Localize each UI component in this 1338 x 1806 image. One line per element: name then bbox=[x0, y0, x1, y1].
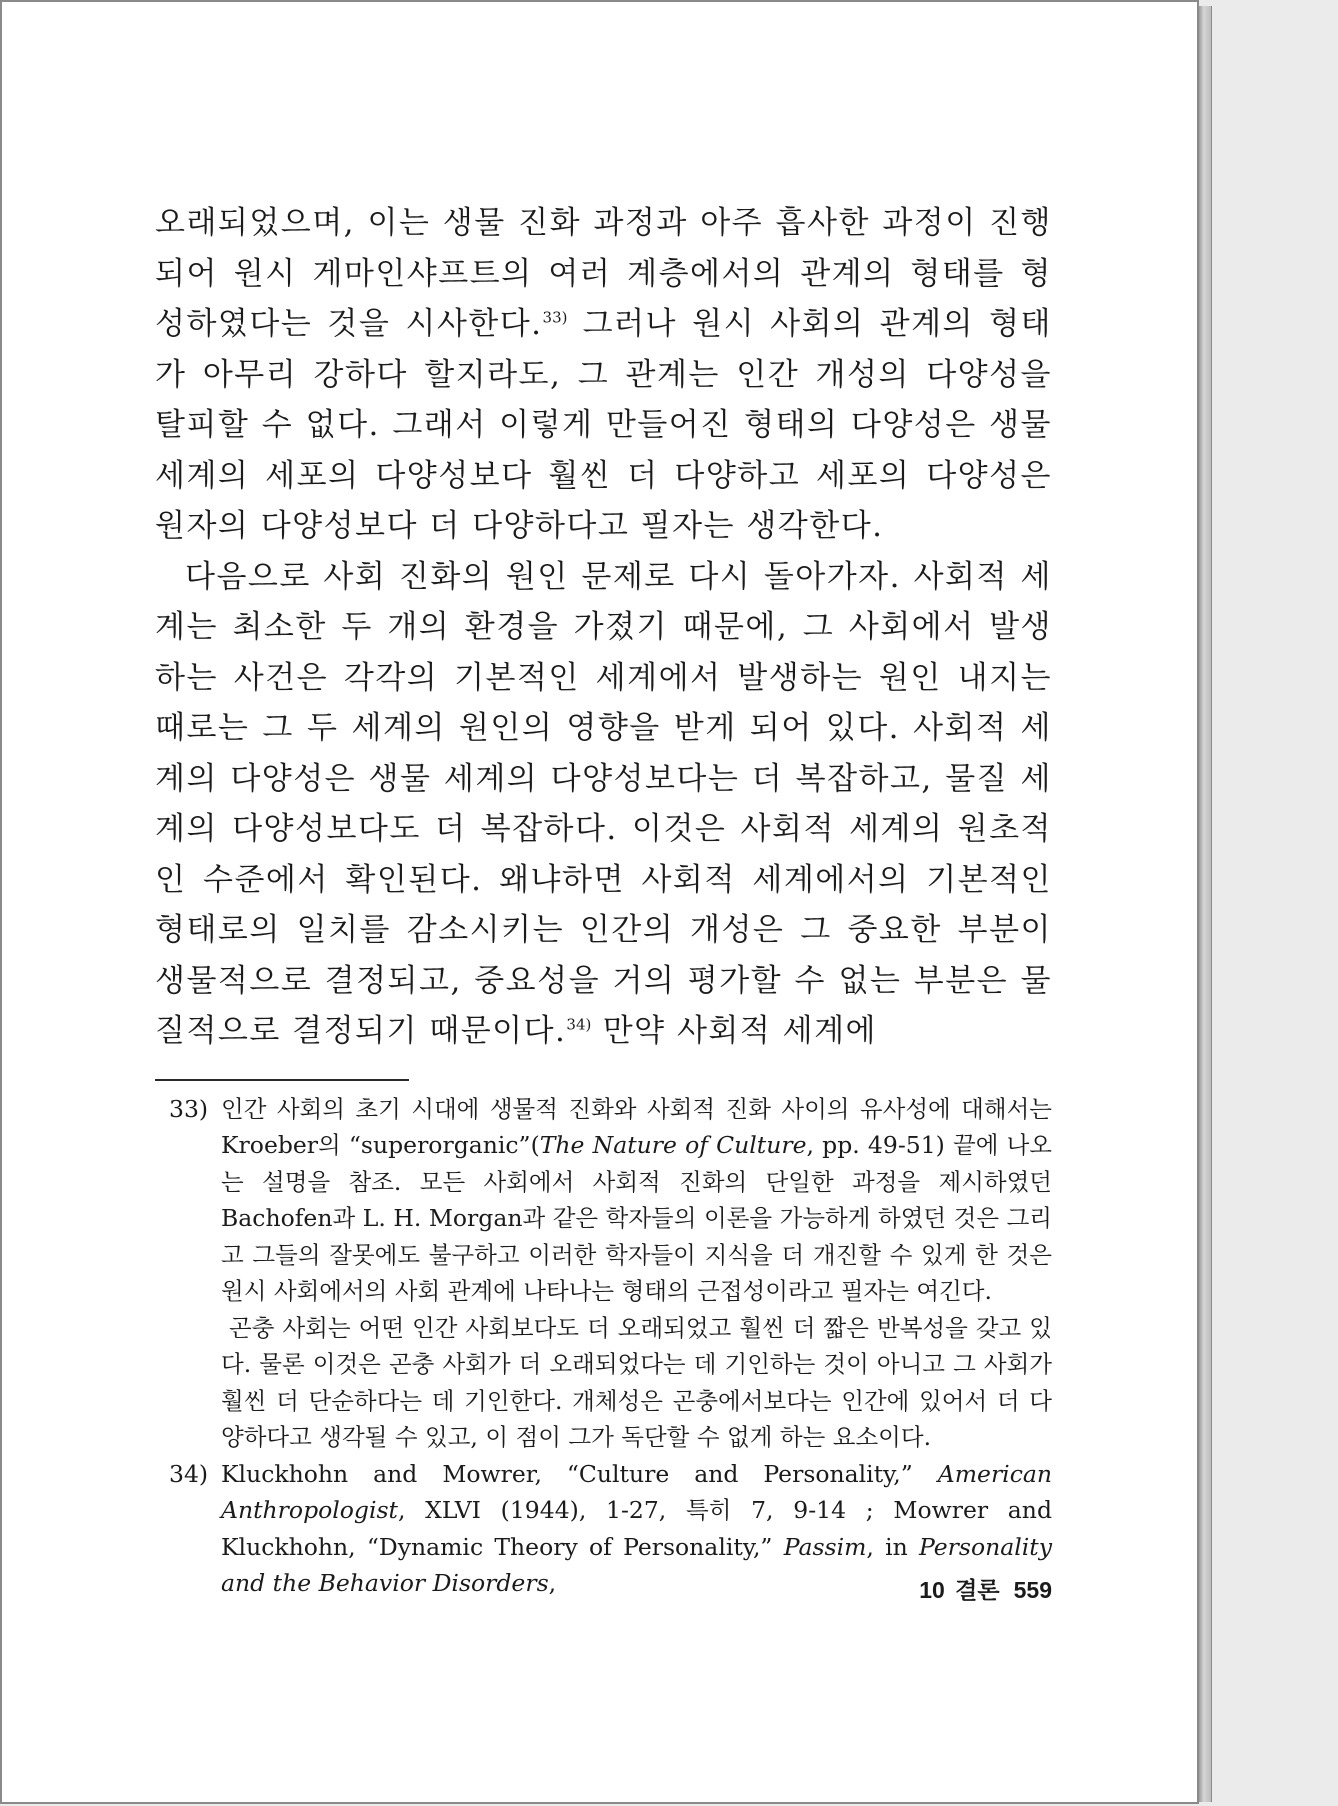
book-title: Personality and the Behavior Disorders bbox=[221, 1532, 1053, 1597]
book-title: The Nature of Culture bbox=[539, 1131, 807, 1159]
body-paragraph: 다음으로 사회 진화의 원인 문제로 다시 돌아가자. 사회적 세계는 최소한 두 개의 환경을 가졌기 때문에, 그 사회에서 발생하는 사건은 각각의 기본적인 세계에서 발생하는 원인 내지는 때로는 그 두 세계의 원인의 영향을 받게 되어 있다. 사회적 세계의 다양성은 생물 세계의 다양성보다는 더 복잡하고, 물질 세계의 다양성보다도 더 복잡하다. 이것은 사회적 세계의 원초적인 수준에서 확인된다. 왜냐하면 사회적 세계에서의 기본적인 형태로의 일치를 감소시키는 인간의 개성은 그 중요한 부분이 생물적으로 결정되고, 중요성을 거의 평가할 수 없는 부분은 물질적으로 결정되기 때문이다.$^{34)}$ 만약 사회적 세계에 bbox=[155, 558, 1052, 1049]
footnote-number: 34) bbox=[169, 1459, 209, 1488]
page-footer bbox=[155, 1572, 1052, 1605]
footnotes bbox=[155, 1091, 1052, 1602]
page-edge bbox=[1199, 6, 1212, 1802]
footnote-body: Kluckhohn and Mowrer, “Culture and Personality,” American Anthropologist, XLVI (1944), 1-27, 특히 7, 9-14 ; Mowrer and Kluckhohn, “Dynamic Theory of Personality,” Passim, in Personality and the Behavior Disorders, bbox=[221, 1459, 1053, 1597]
body-paragraph: 오래되었으며, 이는 생물 진화 과정과 아주 흡사한 과정이 진행되어 원시 게마인샤프트의 여러 계층에서의 관계의 형태를 형성하였다는 것을 시사한다.$^{33)}$ 그러나 원시 사회의 관계의 형태가 아무리 강하다 할지라도, 그 관계는 인간 개성의 다양성을 탈피할 수 없다. 그래서 이렇게 만들어진 형태의 다양성은 생물 세계의 세포의 다양성보다 훨씬 더 다양하고 세포의 다양성은 원자의 다양성보다 더 다양하다고 필자는 생각한다. bbox=[155, 205, 1052, 544]
footnote-ref-33[interactable]: 33) bbox=[542, 308, 568, 327]
footnote-divider bbox=[155, 1079, 409, 1081]
page-number: 559 bbox=[1013, 1577, 1052, 1603]
body-text bbox=[155, 198, 1052, 1057]
footnote-ref-34[interactable]: 34) bbox=[566, 1015, 592, 1034]
chapter-label: 10 결론 bbox=[919, 1577, 1000, 1603]
footnote-body: 인간 사회의 초기 시대에 생물적 진화와 사회적 진화 사이의 유사성에 대해서는 Kroeber의 “superorganic”(The Nature of Culture, pp. 49-51) 끝에 나오는 설명을 참조. 모든 사회에서 사회적 진화의 단일한 과정을 제시하였던 Bachofen과 L. H. Morgan과 같은 학자들의 이론을 가능하게 하였던 것은 그리고 그들의 잘못에도 불구하고 이러한 학자들이 지식을 더 개진할 수 있게 한 것은 원시 사회에서의 사회 관계에 나타나는 형태의 근접성이라고 필자는 여긴다. 곤충 사회는 어떤 인간 사회보다도 더 오래되었고 훨씬 더 짧은 반복성을 갖고 있다. 물론 이것은 곤충 사회가 더 오래되었다는 데 기인하는 것이 아니고 그 사회가 훨씬 더 단순하다는 데 기인한다. 개체성은 곤충에서보다는 인간에 있어서 더 다양하다고 생각될 수 있고, 이 점이 그가 독단할 수 없게 하는 요소이다. bbox=[221, 1094, 1052, 1451]
footnote-33 bbox=[155, 1091, 1052, 1456]
page-content bbox=[155, 198, 1052, 1602]
footnote-number: 33) bbox=[169, 1094, 209, 1123]
journal-title: American Anthropologist bbox=[221, 1459, 1052, 1524]
